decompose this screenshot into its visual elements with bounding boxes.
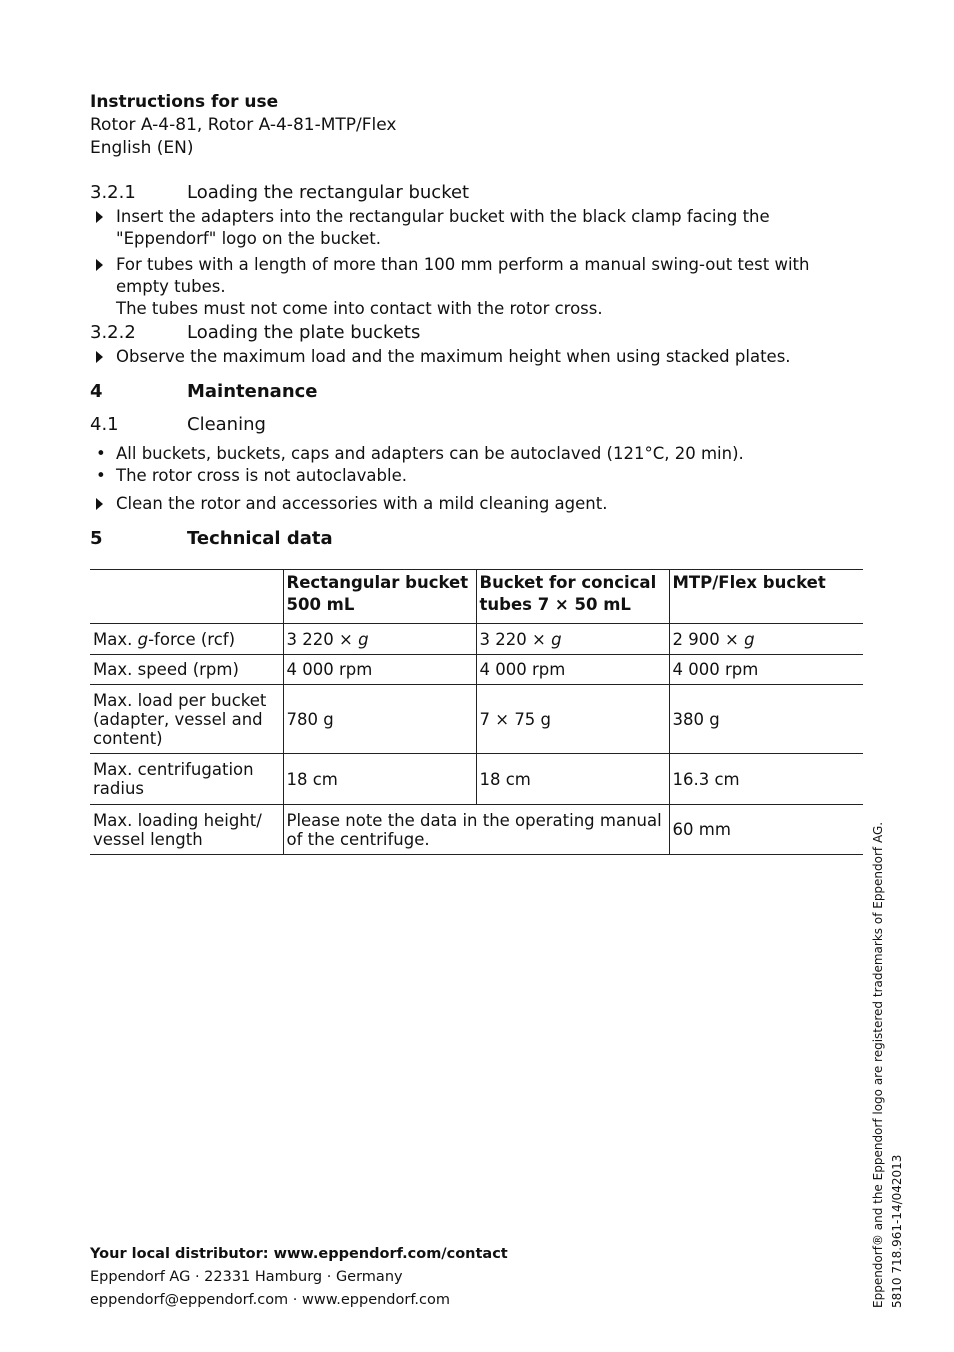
- table-cell: 2 900 × g: [669, 624, 863, 655]
- table-cell: 4 000 rpm: [476, 655, 669, 685]
- section-number: 4.1: [90, 414, 119, 435]
- bullet-item: [90, 465, 850, 487]
- section-title: Technical data: [187, 528, 333, 549]
- row-label: Max. speed (rpm): [90, 655, 283, 685]
- table-row: [90, 655, 863, 685]
- instruction-step: [90, 346, 850, 368]
- bullet-text: All buckets, buckets, caps and adapters can be autoclaved (121°C, 20 min).: [116, 444, 744, 463]
- footer: [90, 1243, 508, 1312]
- table-header-row: [90, 570, 863, 624]
- footer-address: Eppendorf AG · 22331 Hamburg · Germany: [90, 1269, 403, 1285]
- instruction-text: Clean the rotor and accessories with a mild cleaning agent.: [116, 494, 608, 513]
- section-number: 3.2.2: [90, 322, 136, 343]
- instruction-text: For tubes with a length of more than 100 mm perform a manual swing-out test with empty tubes.: [116, 255, 810, 296]
- bullet-dot: •: [96, 466, 106, 485]
- arrow-right-icon: [96, 493, 103, 516]
- arrow-right-icon: [96, 346, 103, 369]
- section-title: Loading the rectangular bucket: [187, 182, 470, 203]
- table-row: [90, 754, 863, 805]
- table-header-cell: MTP/Flex bucket: [669, 570, 863, 624]
- instruction-step: [90, 206, 850, 250]
- language-label: English (EN): [90, 138, 194, 158]
- table-cell: 3 220 × g: [476, 624, 669, 655]
- bullet-text: The rotor cross is not autoclavable.: [116, 466, 407, 485]
- table-cell: 16.3 cm: [669, 754, 863, 805]
- table-header-cell: Bucket for concical tubes 7 × 50 mL: [476, 570, 669, 624]
- section-number: 5: [90, 528, 103, 549]
- table-cell: 18 cm: [476, 754, 669, 805]
- table-cell-merged: Please note the data in the operating manual of the centrifuge.: [283, 805, 669, 855]
- document-number: 5810 718.961-14/042013: [890, 1154, 904, 1308]
- instruction-text: Insert the adapters into the rectangular bucket with the black clamp facing the "Eppendorf" logo on the bucket.: [116, 207, 770, 248]
- section-number: 4: [90, 381, 103, 402]
- footer-distributor: Your local distributor: www.eppendorf.com/contact: [90, 1246, 508, 1262]
- instruction-step: [90, 493, 850, 515]
- technical-data-table: [90, 569, 863, 855]
- table-cell: 18 cm: [283, 754, 476, 805]
- table-cell: 4 000 rpm: [283, 655, 476, 685]
- table-row: [90, 624, 863, 655]
- arrow-right-icon: [96, 254, 103, 277]
- table-row: [90, 685, 863, 754]
- section-number: 3.2.1: [90, 182, 136, 203]
- bullet-dot: •: [96, 444, 106, 463]
- document-header: [90, 91, 396, 160]
- table-header-cell: [90, 570, 283, 624]
- instruction-note: The tubes must not come into contact with the rotor cross.: [116, 299, 603, 318]
- trademark-note: [869, 822, 907, 1308]
- table-header-cell: Rectangular bucket 500 mL: [283, 570, 476, 624]
- row-label: Max. loading height/ vessel length: [90, 805, 283, 855]
- table-cell: 4 000 rpm: [669, 655, 863, 685]
- arrow-right-icon: [96, 206, 103, 229]
- table-cell: 60 mm: [669, 805, 863, 855]
- instruction-step: [90, 254, 850, 320]
- bullet-item: [90, 443, 850, 465]
- section-title: Cleaning: [187, 414, 266, 435]
- footer-contact: eppendorf@eppendorf.com · www.eppendorf.com: [90, 1292, 450, 1308]
- instruction-text: Observe the maximum load and the maximum height when using stacked plates.: [116, 347, 791, 366]
- table-cell: 7 × 75 g: [476, 685, 669, 754]
- table-cell: 3 220 × g: [283, 624, 476, 655]
- row-label: Max. centrifugation radius: [90, 754, 283, 805]
- doc-type-title: Instructions for use: [90, 92, 279, 112]
- section-title: Maintenance: [187, 381, 318, 402]
- row-label: Max. load per bucket (adapter, vessel and content): [90, 685, 283, 754]
- section-title: Loading the plate buckets: [187, 322, 421, 343]
- table-row: [90, 805, 863, 855]
- trademark-text: Eppendorf® and the Eppendorf logo are registered trademarks of Eppendorf AG.: [871, 821, 885, 1308]
- table-cell: 380 g: [669, 685, 863, 754]
- product-name: Rotor A-4-81, Rotor A-4-81-MTP/Flex: [90, 115, 397, 135]
- table-cell: 780 g: [283, 685, 476, 754]
- row-label: Max. g-force (rcf): [90, 624, 283, 655]
